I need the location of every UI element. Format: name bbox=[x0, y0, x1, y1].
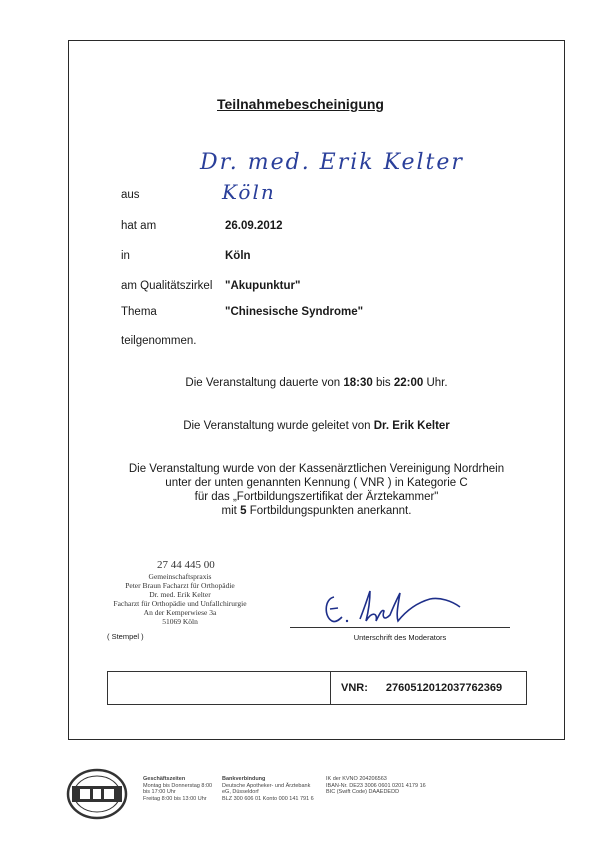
value-topic: "Chinesische Syndrome" bbox=[225, 306, 364, 318]
participant-name-handwritten: Dr. med. Erik Kelter bbox=[200, 150, 464, 175]
label-location: in bbox=[121, 250, 130, 262]
label-circle: am Qualitätszirkel bbox=[121, 280, 213, 292]
footer-ik: IK der KVNO 204206563 IBAN-Nr. DE23 3006 0601 0201 4179 16 BIC (Swift Code) DAAEDEDD bbox=[326, 776, 426, 795]
participated-text: teilgenommen. bbox=[121, 335, 197, 347]
vnr-label: VNR: bbox=[341, 682, 368, 694]
duration-line: Die Veranstaltung dauerte von 18:30 bis 22:00 Uhr. bbox=[185, 377, 448, 389]
recognition-text: Die Veranstaltung wurde von der Kassenärztlichen Vereinigung Nordrhein unter der unten genannten Kennung ( VNR ) in Kategorie C für das „Fortbildungszertifikat der Ärztekammer" mit 5 Fortbildungspunkten anerkannt. bbox=[128, 463, 505, 517]
vnr-cell bbox=[331, 672, 526, 704]
vnr-empty-cell bbox=[108, 672, 331, 704]
vnr-box bbox=[107, 671, 527, 705]
value-location: Köln bbox=[225, 250, 251, 262]
page-title: Teilnahmebescheinigung bbox=[217, 96, 384, 112]
moderator-signature bbox=[320, 583, 470, 628]
label-date: hat am bbox=[121, 220, 157, 232]
label-topic: Thema bbox=[121, 306, 157, 318]
stempel-label: ( Stempel ) bbox=[107, 632, 144, 641]
label-aus: aus bbox=[121, 189, 140, 201]
signature-caption: Unterschrift des Moderators bbox=[353, 633, 447, 642]
value-date: 26.09.2012 bbox=[225, 220, 283, 232]
city-handwritten: Köln bbox=[222, 180, 276, 204]
led-by-line: Die Veranstaltung wurde geleitet von Dr. Erik Kelter bbox=[183, 420, 450, 432]
dqs-certification-logo bbox=[66, 768, 128, 820]
value-circle: "Akupunktur" bbox=[225, 280, 301, 292]
vnr-code: 2760512012037762369 bbox=[385, 682, 503, 694]
signature-line bbox=[290, 627, 510, 628]
footer-business-hours: Geschäftszeiten Montag bis Donnerstag 8:00 bis 17:00 Uhr Freitag 8:00 bis 13:00 Uhr bbox=[143, 776, 213, 802]
footer-bank: Bankverbindung Deutsche Apotheker- und Ärztebank eG, Düsseldorf BLZ 300 606 01 Konto 000 141 791 6 bbox=[222, 776, 314, 802]
practice-stamp: 27 44 445 00 Gemeinschaftspraxis Peter Braun Facharzt für Orthopädie Dr. med. Erik Kelter Facharzt für Orthopädie und Unfallchirurgie An der Kemperwiese 3a 51069 Köln bbox=[113, 559, 247, 626]
